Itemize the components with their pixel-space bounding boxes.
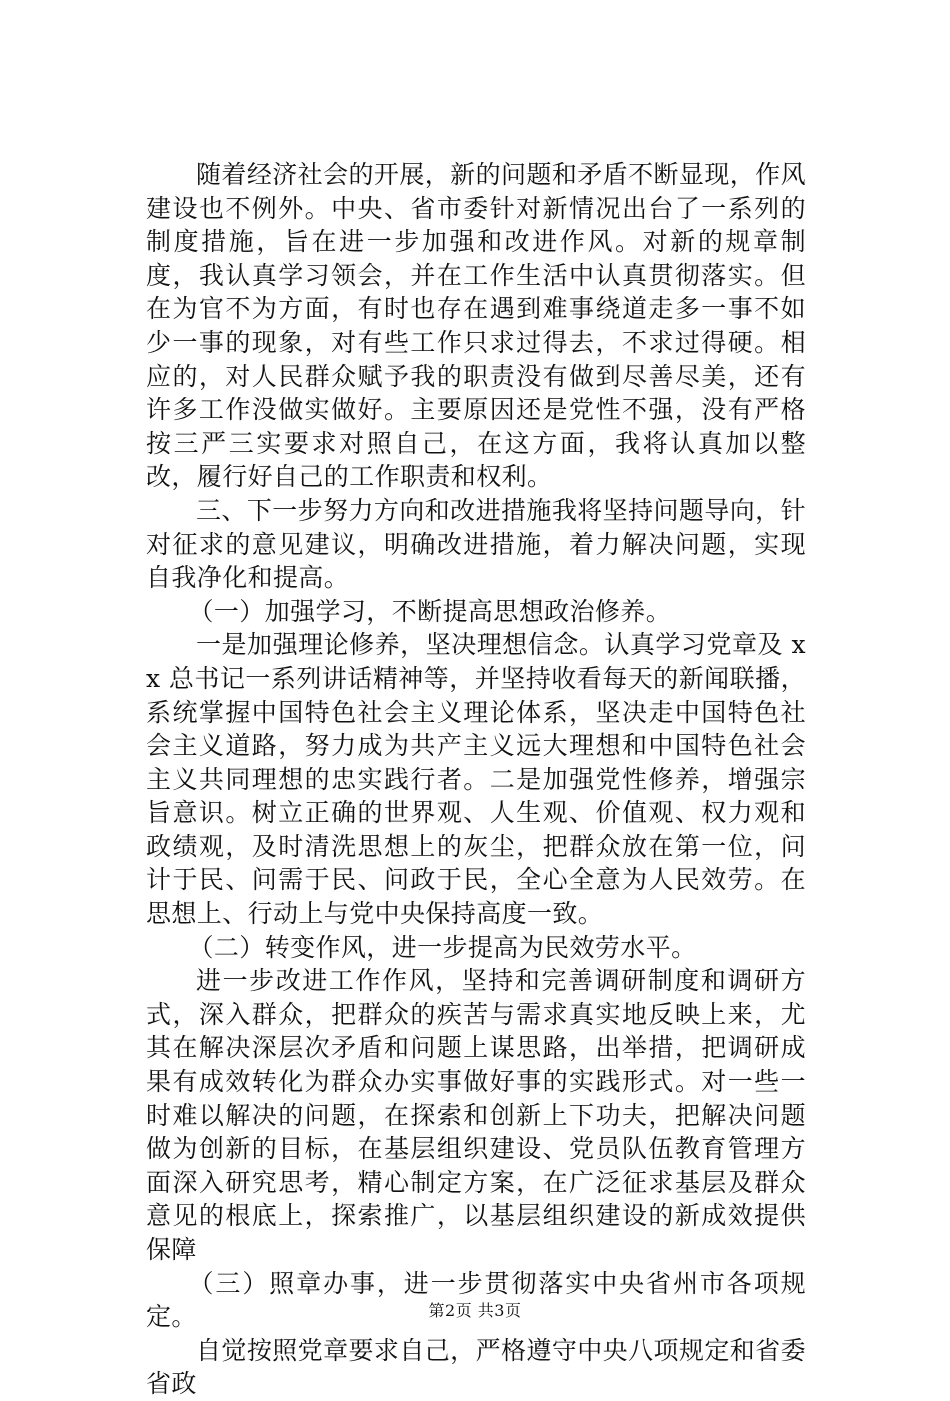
section-three-heading: 三、下一步努力方向和改进措施我将坚持问题导向，针对征求的意见建议，明确改进措施，着力解决问题，实现自我净化和提高。 [146,495,806,593]
subheading-regulations: （三）照章办事，进一步贯彻落实中央省州市各项规定。 [146,1268,806,1332]
paragraph-regulations: 自觉按照党章要求自己，严格遵守中央八项规定和省委省政 [146,1335,806,1399]
page-number-footer: 第2页 共3页 [428,1301,522,1320]
subheading-style-change: （二）转变作风，进一步提高为民效劳水平。 [188,932,697,962]
subheading-study: （一）加强学习，不断提高思想政治修养。 [188,596,672,626]
paragraph-study: 一是加强理论修养，坚决理想信念。认真学习党章及 xx 总书记一系列讲话精神等，并坚持收看每天的新闻联播，系统掌握中国特色社会主义理论体系，坚决走中国特色社会主义道路，努力成为共产主义远大理想和中国特色社会主义共同理想的忠实践行者。二是加强党性修养，增强宗旨意识。树立正确的世界观、人生观、价值观、权力观和政绩观，及时清洗思想上的灰尘，把群众放在第一位，问计于民、问需于民、问政于民，全心全意为人民效劳。在思想上、行动上与党中央保持高度一致。 [146,630,806,929]
document-body [146,158,806,1401]
paragraph-work-style: 随着经济社会的开展，新的问题和矛盾不断显现，作风建设也不例外。中央、省市委针对新情况出台了一系列的制度措施，旨在进一步加强和改进作风。对新的规章制度，我认真学习领会，并在工作生活中认真贯彻落实。但在为官不为方面，有时也存在遇到难事绕道走多一事不如少一事的现象，对有些工作只求过得去，不求过得硬。相应的，对人民群众赋予我的职责没有做到尽善尽美，还有许多工作没做实做好。主要原因还是党性不强，没有严格按三严三实要求对照自己，在这方面，我将认真加以整改，履行好自己的工作职责和权利。 [146,160,806,492]
paragraph-style-change: 进一步改进工作作风，坚持和完善调研制度和调研方式，深入群众，把群众的疾苦与需求真实地反映上来，尤其在解决深层次矛盾和问题上谋思路，出举措，把调研成果有成效转化为群众办实事做好事的实践形式。对一些一时难以解决的问题，在探索和创新上下功夫，把解决问题做为创新的目标，在基层组织建设、党员队伍教育管理方面深入研究思考，精心制定方案，在广泛征求基层及群众意见的根底上，探索推广，以基层组织建设的新成效提供保障 [146,966,806,1264]
